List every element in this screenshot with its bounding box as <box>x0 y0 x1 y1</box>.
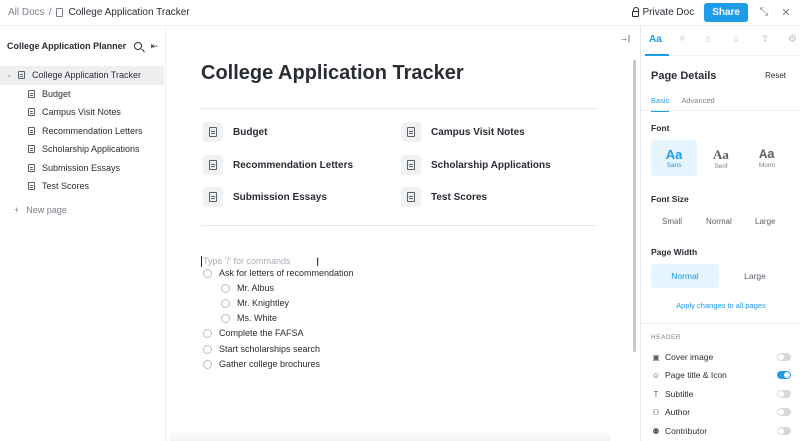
page-icon <box>28 164 35 172</box>
sidebar-item-recommendation-letters[interactable] <box>0 122 165 141</box>
sidebar-item-test-scores[interactable] <box>0 177 165 196</box>
todo-label: Mr. Knightley <box>237 298 290 308</box>
text-icon: T <box>653 389 659 399</box>
new-page-button[interactable] <box>0 198 165 222</box>
checkbox[interactable] <box>203 360 212 369</box>
toggle-label: Cover image <box>665 352 714 362</box>
font-size-label: Font Size <box>651 194 689 204</box>
checkbox[interactable] <box>203 345 212 354</box>
divider <box>641 110 800 111</box>
page-width-normal[interactable]: Normal <box>651 264 719 288</box>
minimize-icon[interactable]: ⤡ <box>759 6 769 18</box>
subpage-card-budget[interactable] <box>203 122 267 142</box>
page-icon <box>401 155 421 175</box>
todo-item[interactable] <box>221 283 274 293</box>
active-tab-indicator <box>645 54 669 56</box>
subtab-advanced[interactable]: Advanced <box>681 96 715 105</box>
font-name: Serif <box>714 163 728 170</box>
page-icon <box>28 127 35 135</box>
user-icon: ⚇ <box>652 407 660 417</box>
reset-button[interactable]: Reset <box>765 71 786 80</box>
todo-item[interactable] <box>203 359 320 369</box>
export-icon[interactable]: ⇪ <box>761 34 770 45</box>
page-icon <box>401 187 421 207</box>
toggle-row-subtitle <box>651 386 791 402</box>
todo-item[interactable] <box>203 344 320 354</box>
font-label: Font <box>651 123 670 133</box>
todo-label: Complete the FAFSA <box>219 328 304 338</box>
checkbox[interactable] <box>203 329 212 338</box>
sidebar-item-budget[interactable] <box>0 85 165 104</box>
checkbox[interactable] <box>221 299 230 308</box>
toggle-row-cover-image <box>651 349 791 365</box>
font-option-sans[interactable] <box>651 140 697 176</box>
card-label: Scholarship Applications <box>431 159 551 171</box>
breadcrumb-separator: / <box>48 7 52 18</box>
page-width-label: Page Width <box>651 247 698 257</box>
private-doc-button[interactable] <box>632 7 695 18</box>
sidebar-item-campus-visit-notes[interactable] <box>0 103 165 122</box>
font-glyph: Aa <box>713 147 729 162</box>
panel-title: Page Details <box>651 70 717 82</box>
todo-label: Mr. Albus <box>237 283 275 293</box>
sidebar-item-label: Scholarship Applications <box>42 144 140 155</box>
home-icon[interactable]: ⌂ <box>705 34 712 45</box>
page-icon <box>28 90 35 98</box>
page-icon <box>28 108 35 116</box>
page-icon <box>203 187 223 207</box>
apply-all-pages-link[interactable]: Apply changes to all pages <box>676 301 766 310</box>
doc-icon <box>56 8 63 17</box>
page-width-large[interactable]: Large <box>744 271 766 281</box>
sidebar <box>0 26 166 441</box>
font-glyph: Aa <box>665 147 683 162</box>
magic-wand-icon[interactable]: ✧ <box>678 34 687 45</box>
bottom-toolbar-shadow <box>170 430 610 441</box>
card-label: Campus Visit Notes <box>431 126 525 138</box>
sidebar-item-scholarship-applications[interactable] <box>0 140 165 159</box>
toggle-row-contributor <box>651 423 791 439</box>
card-label: Test Scores <box>431 191 487 203</box>
close-icon[interactable]: ✕ <box>781 7 791 19</box>
contributor-toggle[interactable] <box>777 427 791 435</box>
page-title[interactable]: College Application Tracker <box>201 62 464 84</box>
tab-page-details[interactable]: Aa <box>649 34 662 45</box>
divider <box>201 225 597 226</box>
breadcrumb-current[interactable]: College Application Tracker <box>68 7 190 18</box>
page-title-icon-toggle[interactable] <box>777 371 791 379</box>
subpage-card-campus-visit-notes[interactable] <box>401 122 525 142</box>
doc-area <box>167 26 633 441</box>
sidebar-item-label: Budget <box>42 88 71 99</box>
subpage-card-submission-essays[interactable] <box>203 187 327 207</box>
font-name: Sans <box>666 162 682 169</box>
users-icon: ⚉ <box>652 426 660 436</box>
subpage-card-recommendation-letters[interactable] <box>203 155 353 175</box>
font-name: Mono <box>758 162 776 169</box>
breadcrumb <box>8 7 190 18</box>
subtitle-toggle[interactable] <box>777 390 791 398</box>
collapse-panel-icon[interactable]: →| <box>620 34 631 43</box>
page-icon <box>18 71 25 79</box>
subtab-basic[interactable]: Basic <box>651 96 669 112</box>
author-toggle[interactable] <box>777 408 791 416</box>
text-cursor-icon: I <box>316 255 320 269</box>
breadcrumb-all-docs[interactable]: All Docs <box>8 7 45 18</box>
page-icon <box>203 122 223 142</box>
todo-label: Gather college brochures <box>219 359 321 369</box>
checkbox[interactable] <box>203 269 212 278</box>
smile-icon: ☺ <box>651 370 661 380</box>
share-button[interactable]: Share <box>704 3 748 22</box>
sidebar-title: College Application Planner <box>7 41 127 51</box>
todo-item[interactable] <box>203 268 354 278</box>
subpage-card-test-scores[interactable] <box>401 187 487 207</box>
sidebar-item-label: Test Scores <box>42 181 90 192</box>
todo-item[interactable] <box>221 298 289 308</box>
font-size-normal[interactable]: Normal <box>706 217 732 226</box>
scrollbar[interactable] <box>633 60 636 352</box>
todo-item[interactable] <box>203 328 304 338</box>
private-doc-label: Private Doc <box>642 7 695 18</box>
toggle-label: Page title & Icon <box>665 370 727 380</box>
caret-down-icon[interactable]: ⌄ <box>6 72 12 80</box>
toggle-label: Author <box>665 407 691 417</box>
comment-icon[interactable]: ○ <box>733 34 740 45</box>
font-glyph: Aa <box>759 147 775 162</box>
collapse-sidebar-icon[interactable]: ⇤ <box>150 41 158 51</box>
panel-tabs <box>641 26 800 56</box>
sidebar-item-label: Submission Essays <box>42 162 121 173</box>
sidebar-item-label: Recommendation Letters <box>42 125 143 136</box>
top-bar <box>0 0 800 26</box>
card-label: Submission Essays <box>233 191 327 203</box>
page-icon <box>28 145 35 153</box>
font-size-small[interactable]: Small <box>662 217 683 226</box>
page-icon <box>401 122 421 142</box>
checkbox[interactable] <box>221 314 230 323</box>
subpage-card-scholarship-applications[interactable] <box>401 155 551 175</box>
cover-image-toggle[interactable] <box>777 353 791 361</box>
sidebar-item-label: Campus Visit Notes <box>42 107 121 118</box>
divider <box>641 323 800 324</box>
toggle-label: Contributor <box>665 426 708 436</box>
page-icon <box>28 182 35 190</box>
image-icon: ▣ <box>652 352 660 362</box>
page-details-panel <box>640 26 800 441</box>
search-icon[interactable] <box>134 42 142 50</box>
todo-item[interactable] <box>221 313 277 323</box>
sidebar-item-college-application-tracker[interactable] <box>0 66 164 85</box>
header-section-label: HEADER <box>651 334 682 341</box>
page-icon <box>203 155 223 175</box>
divider <box>201 108 597 109</box>
editor-placeholder[interactable]: Type '/' for commands <box>203 256 291 266</box>
checkbox[interactable] <box>221 284 230 293</box>
toggle-label: Subtitle <box>665 389 694 399</box>
new-page-label: New page <box>26 204 67 215</box>
toggle-row-author <box>651 404 791 420</box>
sidebar-item-label: College Application Tracker <box>32 70 142 81</box>
gear-icon[interactable]: ⚙ <box>788 34 797 45</box>
sidebar-item-submission-essays[interactable] <box>0 159 165 178</box>
font-option-mono[interactable] <box>744 140 790 176</box>
todo-label: Ms. White <box>237 313 278 323</box>
card-label: Budget <box>233 126 268 138</box>
card-label: Recommendation Letters <box>233 159 354 171</box>
font-size-large[interactable]: Large <box>755 217 776 226</box>
font-option-serif[interactable] <box>698 140 744 176</box>
todo-label: Ask for letters of recommendation <box>219 268 354 278</box>
toggle-row-page-title <box>651 367 791 383</box>
lock-icon <box>632 11 639 17</box>
plus-icon: + <box>14 204 20 215</box>
todo-label: Start scholarships search <box>219 344 321 354</box>
